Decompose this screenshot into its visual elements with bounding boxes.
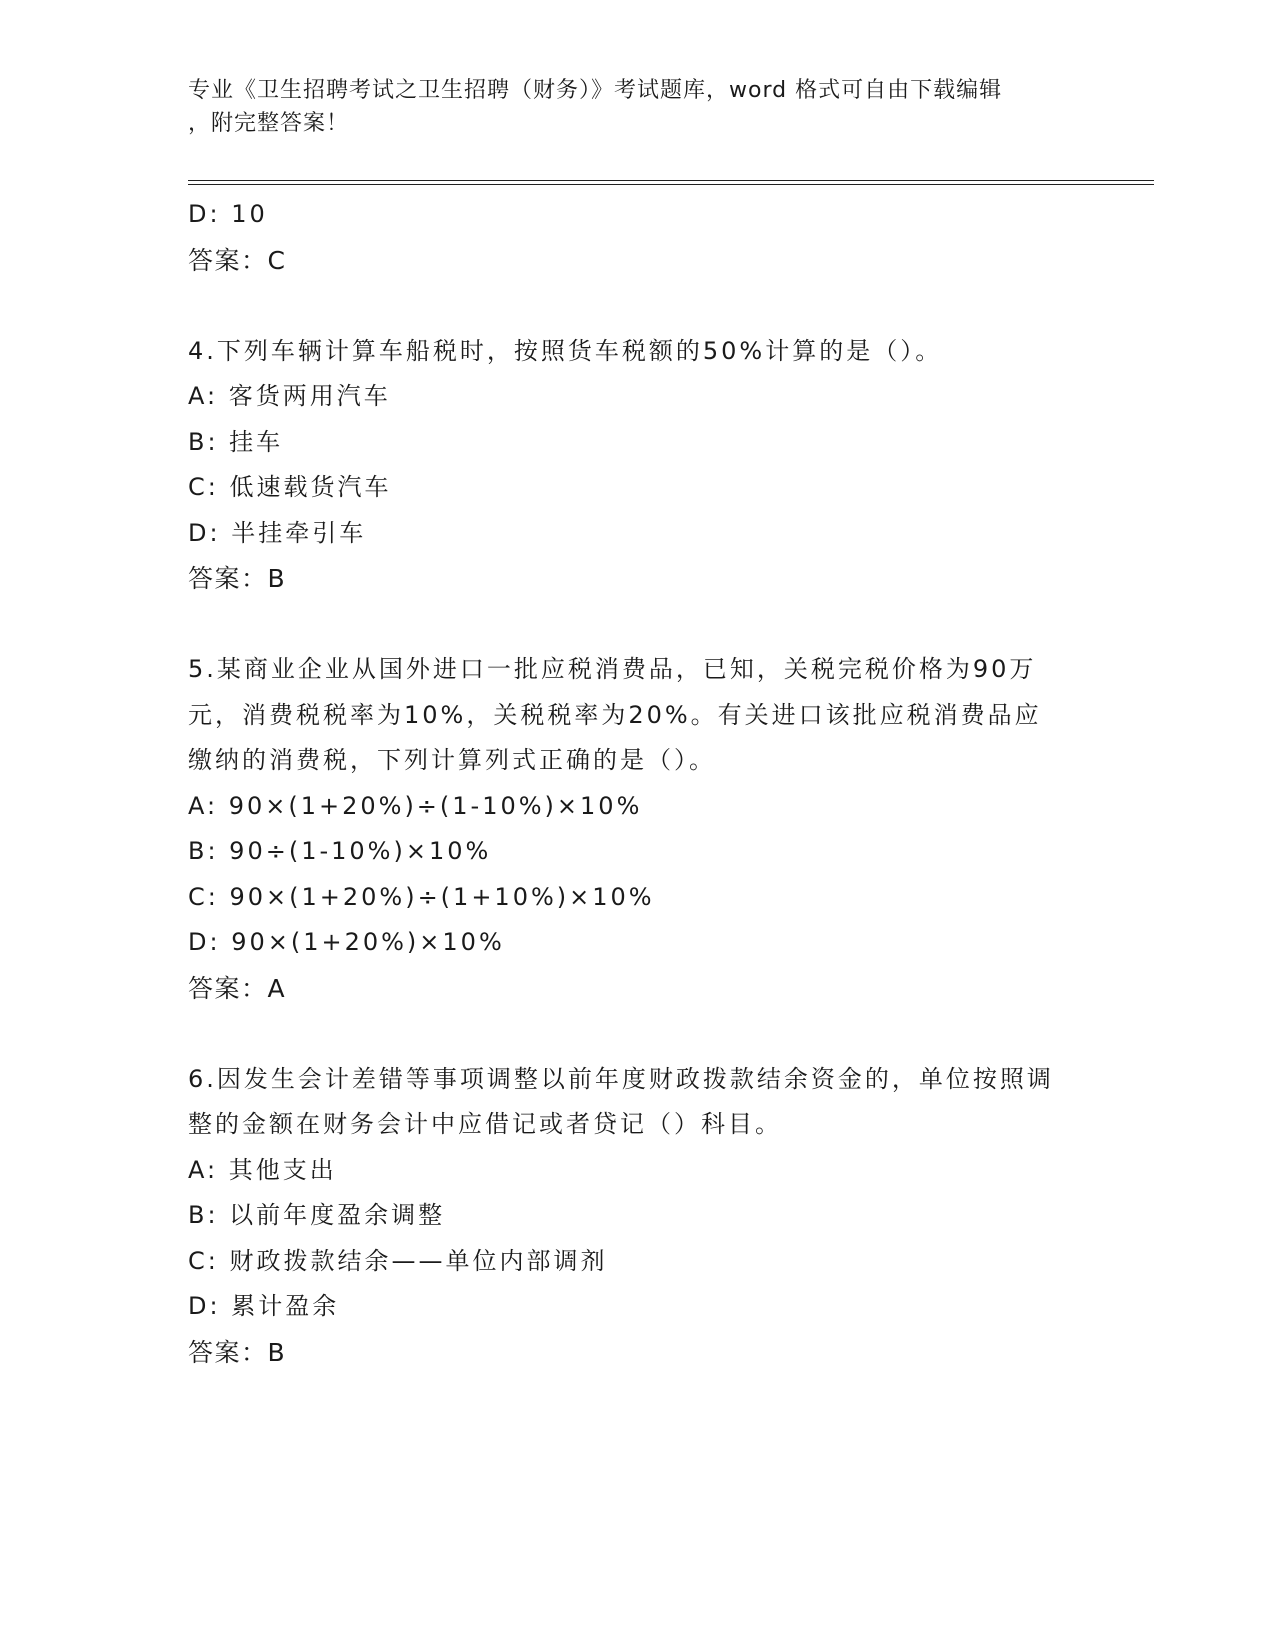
header-divider-bottom [188, 184, 1154, 185]
option-c: C: 低速载货汽车 [188, 473, 392, 501]
option-d: D: 半挂牵引车 [188, 518, 367, 547]
option-b: B: 以前年度盈余调整 [188, 1201, 446, 1229]
question-stem: 4.下列车辆计算车船税时，按照货车税额的50%计算的是（）。 [188, 336, 943, 365]
option-d: D: 累计盈余 [188, 1292, 340, 1320]
answer: 答案：B [188, 564, 287, 593]
option-a: A: 其他支出 [188, 1155, 337, 1184]
option-b: B: 挂车 [188, 427, 284, 456]
option-d: D: 90×(1+20%)×10% [188, 928, 505, 956]
question-6 [188, 1057, 1088, 1376]
question-4 [188, 329, 1088, 602]
question-stem: 5.某商业企业从国外进口一批应税消费品，已知，关税完税价格为90万元，消费税税率为10%，关税税率为20%。有关进口该批应税消费品应缴纳的消费税，下列计算列式正确的是（）。 [188, 655, 1042, 774]
answer: 答案：B [188, 1337, 287, 1367]
header-divider-top [188, 180, 1154, 181]
option-b: B: 90÷(1-10%)×10% [188, 837, 492, 865]
question-content [188, 192, 1088, 1421]
option-a: A: 90×(1+20%)÷(1-10%)×10% [188, 791, 643, 820]
answer: 答案：A [188, 973, 287, 1003]
question-5 [188, 647, 1088, 1011]
document-header: 专业《卫生招聘考试之卫生招聘（财务）》考试题库，word 格式可自由下载编辑 ，附完整答案！ [188, 78, 1003, 136]
question-3-fragment [188, 192, 1088, 283]
option-a: A: 客货两用汽车 [188, 382, 391, 410]
question-stem: 6.因发生会计差错等事项调整以前年度财政拨款结余资金的，单位按照调整的金额在财务会计中应借记或者贷记（）科目。 [188, 1064, 1054, 1138]
option-d: D: 10 [188, 200, 268, 228]
option-c: C: 财政拨款结余——单位内部调剂 [188, 1246, 608, 1275]
option-c: C: 90×(1+20%)÷(1+10%)×10% [188, 882, 655, 911]
answer: 答案：C [188, 245, 287, 275]
